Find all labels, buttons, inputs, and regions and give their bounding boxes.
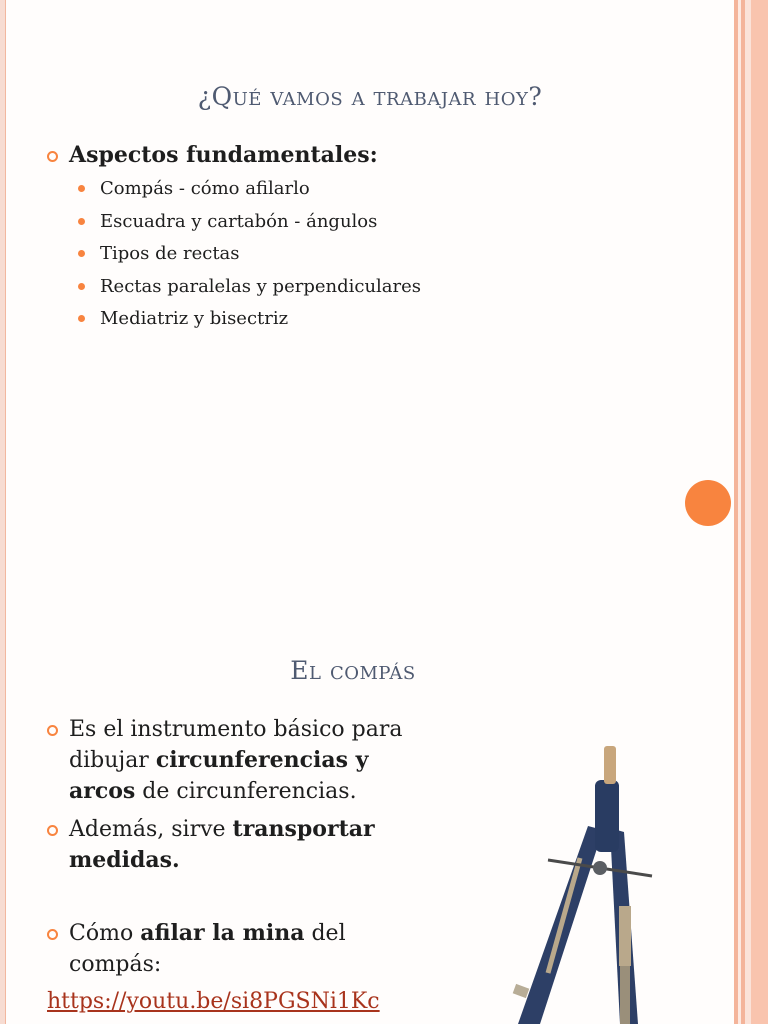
text-run: dibujar: [69, 748, 156, 773]
text-line: Es el instrumento básico para: [69, 717, 403, 742]
text-line: [69, 745, 447, 776]
text-line: compás:: [69, 952, 162, 977]
list-item-text: Mediatriz y bisectriz: [100, 308, 289, 329]
orange-circle-decoration: [685, 480, 731, 526]
bullet-text: [47, 918, 467, 980]
text-run: Además, sirve: [69, 817, 233, 842]
dot-bullet-icon: [78, 283, 85, 290]
bullet-text: [47, 814, 447, 876]
decor-stripe: [751, 0, 768, 512]
compass-head: [595, 780, 619, 852]
bold-text: afilar la mina: [140, 920, 305, 946]
compass-screw: [513, 984, 530, 998]
compass-lead-holder: [620, 966, 630, 1024]
compass-wheel: [593, 861, 607, 875]
list-item-text: Compás - cómo afilarlo: [100, 178, 310, 199]
ring-bullet-icon: [47, 929, 58, 940]
dot-bullet-icon: [78, 185, 85, 192]
list-item: [78, 176, 421, 209]
dot-bullet-icon: [78, 315, 85, 322]
slide-title: ¿Qué vamos a trabajar hoy?: [197, 82, 543, 111]
main-bullet: [47, 714, 447, 807]
slide-title: El compás: [290, 656, 416, 685]
list-item-text: Rectas paralelas y perpendiculares: [100, 275, 422, 297]
section-heading: Aspectos fundamentales:: [69, 142, 378, 168]
list-item-text: Escuadra y cartabón - ángulos: [100, 210, 378, 232]
text-line: [69, 776, 447, 807]
list-item: [78, 209, 421, 242]
bold-text: arcos: [69, 778, 136, 804]
text-line: [69, 814, 447, 845]
text-line: [69, 918, 467, 949]
bold-text: transportar: [232, 816, 375, 842]
list-item: [78, 241, 421, 274]
bullet-text: [47, 714, 447, 807]
text-run: Cómo: [69, 921, 141, 946]
text-line: [69, 845, 447, 876]
compass-pencil-holder: [619, 906, 631, 966]
dot-bullet-icon: [78, 218, 85, 225]
list-item: [78, 306, 421, 339]
ring-bullet-icon: [47, 825, 58, 836]
compass-handle: [604, 746, 616, 784]
list-item-text: Tipos de rectas: [100, 243, 240, 264]
main-bullet: [47, 814, 447, 876]
list-item: [78, 274, 421, 307]
compass-image: [500, 738, 670, 1024]
bold-text: circunferencias y: [155, 747, 369, 773]
ring-bullet-icon: [47, 151, 58, 162]
topic-list: [78, 176, 421, 339]
decor-stripe: [751, 512, 768, 1024]
bold-text: medidas.: [69, 847, 180, 873]
dot-bullet-icon: [78, 250, 85, 257]
text-run: de circunferencias.: [135, 779, 357, 804]
youtube-link[interactable]: https://youtu.be/si8PGSNi1Kc: [47, 989, 380, 1014]
ring-bullet-icon: [47, 725, 58, 736]
slide-2: [0, 512, 768, 1024]
main-bullet: [47, 918, 467, 1014]
text-run: del: [304, 921, 346, 946]
